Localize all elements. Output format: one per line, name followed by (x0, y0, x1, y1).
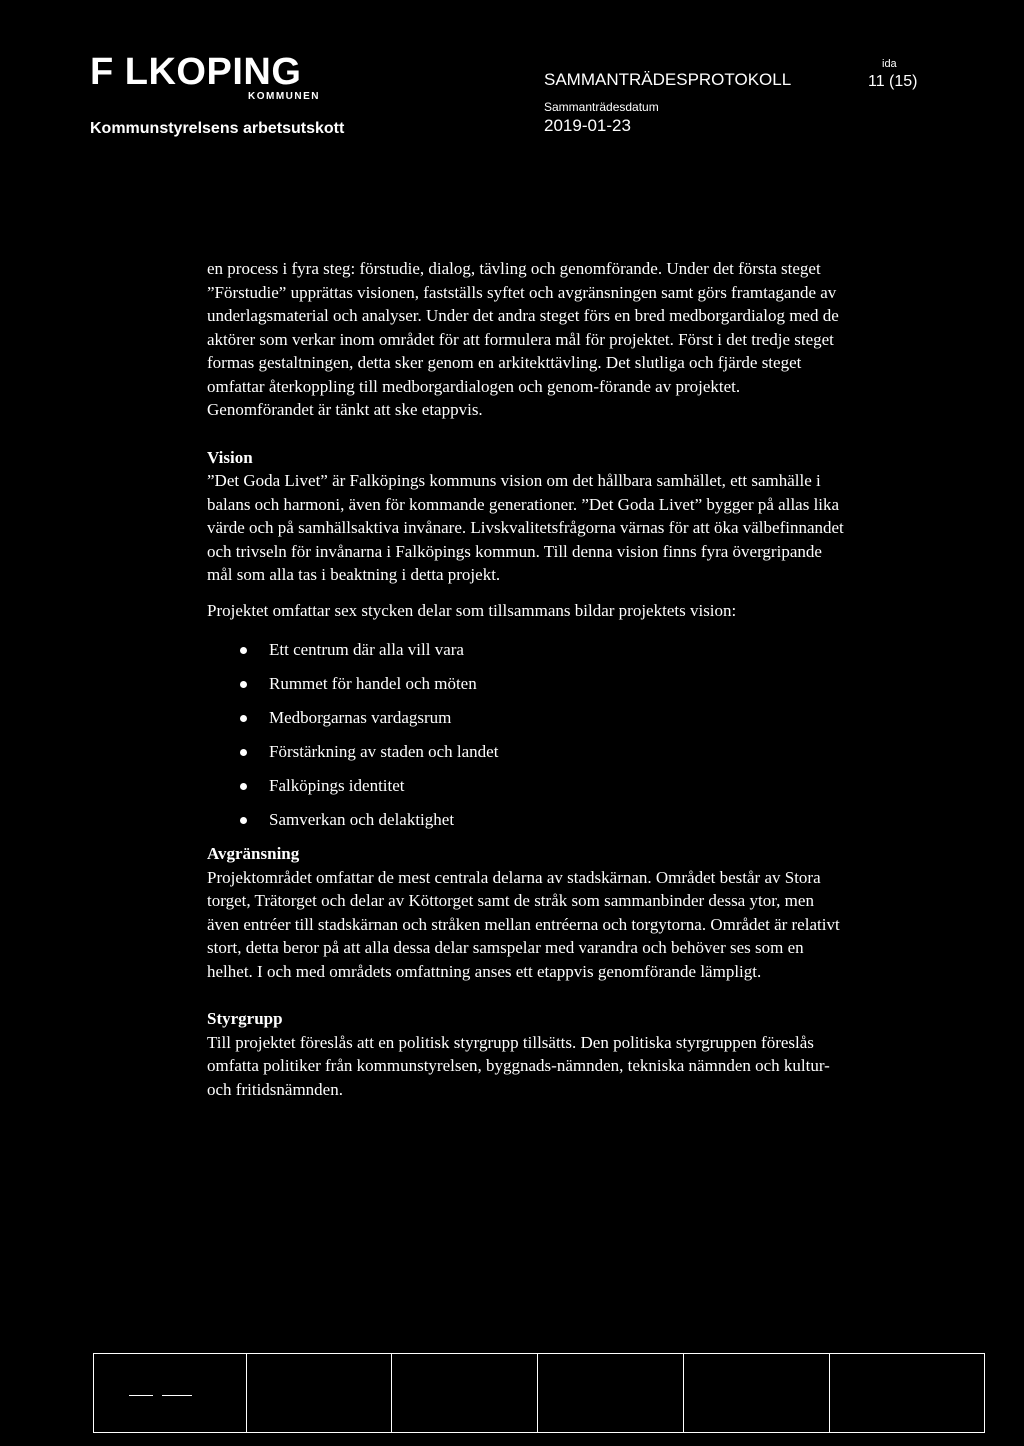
logo-wordmark: F LKOPING (90, 51, 302, 93)
project-intro-paragraph: Projektet omfattar sex stycken delar som tillsammans bildar projektets vision: (207, 600, 737, 620)
vision-heading: Vision (207, 447, 253, 467)
list-item-text: Förstärkning av staden och landet (269, 742, 499, 761)
list-item (207, 706, 847, 740)
list-item (207, 774, 847, 808)
dash-line (162, 1395, 192, 1396)
document-body (207, 257, 847, 1101)
meeting-date: 2019-01-23 (544, 116, 631, 135)
municipality-logo (90, 51, 320, 102)
steering-paragraph: Till projektet föreslås att en politisk styrgrupp tillsätts. Den politiska styrgruppen föreslås omfatta politiker från kommunstyrelsen, byggnads-nämnden, tekniska nämnden och kultur- och fritidsnämnden. (207, 1032, 830, 1099)
scope-heading: Avgränsning (207, 844, 300, 863)
page-label: ida (882, 58, 897, 70)
vision-paragraph: ”Det Goda Livet” är Falköpings kommuns vision om det hållbara samhället, ett samhälle i balans och harmoni, även för kommande generationer. ”Det Goda Livet” bygger på allas lika värde och på samhällsaktiva invånare. Livskvalitetsfrågorna värnas för att öka välbefinnandet och trivseln för invånarna i Falköpings kommun. Till denna vision finns fyra övergripande mål som alla tas i beaktning i detta projekt. (207, 471, 844, 584)
dash-line (129, 1395, 153, 1396)
list-item-text: Samverkan och delaktighet (269, 810, 455, 829)
vision-list (207, 638, 847, 842)
meeting-date-label: Sammanträdesdatum (544, 100, 659, 114)
list-item-text: Ett centrum där alla vill vara (269, 640, 464, 659)
signature-table (93, 1353, 985, 1433)
bullet-icon (240, 749, 247, 756)
signature-cell-divider (683, 1354, 684, 1432)
list-item (207, 638, 847, 672)
scope-paragraph: Projektområdet omfattar de mest centrala delarna av stadskärnan. Området består av Stora torget, Trätorget och delar av Köttorget samt de stråk som sammanbinder dessa ytor, men även entréer till stadskärnan och stråken mellan entréerna och torgytorna. Området är relativt stort, detta beror på att alla dessa delar samspelar med varandra och behöver ses som en helhet. I och med områdets omfattning anses ett etappvis genomförande lämpligt. (207, 867, 840, 981)
list-item (207, 808, 847, 842)
bullet-icon (240, 681, 247, 688)
intro-paragraph: en process i fyra steg: förstudie, dialog, tävling och genomförande. Under det första steget ”Förstudie” upprättas visionen, fastställs syftet och avgränsningen samt görs framtagande av underlagsmaterial och analyser. Under det andra steget förs en bred medborgardialog med de aktörer som verkar inom området för att formulera mål för projektet. Först i det tredje steget formas gestaltningen, detta sker genom en arkitekttävling. Det slutliga och fjärde steget omfattar återkoppling till medborgardialogen och genom-förande av projektet. Genomförandet är tänkt att ske etappvis. (207, 259, 839, 419)
logo-subtext: KOMMUNEN (248, 91, 320, 102)
signature-cell-divider (246, 1354, 247, 1432)
list-item-text: Medborgarnas vardagsrum (269, 708, 452, 727)
list-item-text: Falköpings identitet (269, 776, 405, 795)
steering-heading: Styrgrupp (207, 1009, 283, 1028)
bullet-icon (240, 647, 247, 654)
list-item (207, 740, 847, 774)
signature-cell-divider (537, 1354, 538, 1432)
bullet-icon (240, 783, 247, 790)
document-type: SAMMANTRÄDESPROTOKOLL (544, 70, 792, 89)
bullet-icon (240, 715, 247, 722)
signature-cell-divider (829, 1354, 830, 1432)
list-item-text: Rummet för handel och möten (269, 674, 477, 693)
bullet-icon (240, 817, 247, 824)
list-item (207, 672, 847, 706)
signature-cell-divider (391, 1354, 392, 1432)
page-number: 11 (15) (868, 73, 918, 90)
organization-name: Kommunstyrelsens arbetsutskott (90, 120, 345, 137)
